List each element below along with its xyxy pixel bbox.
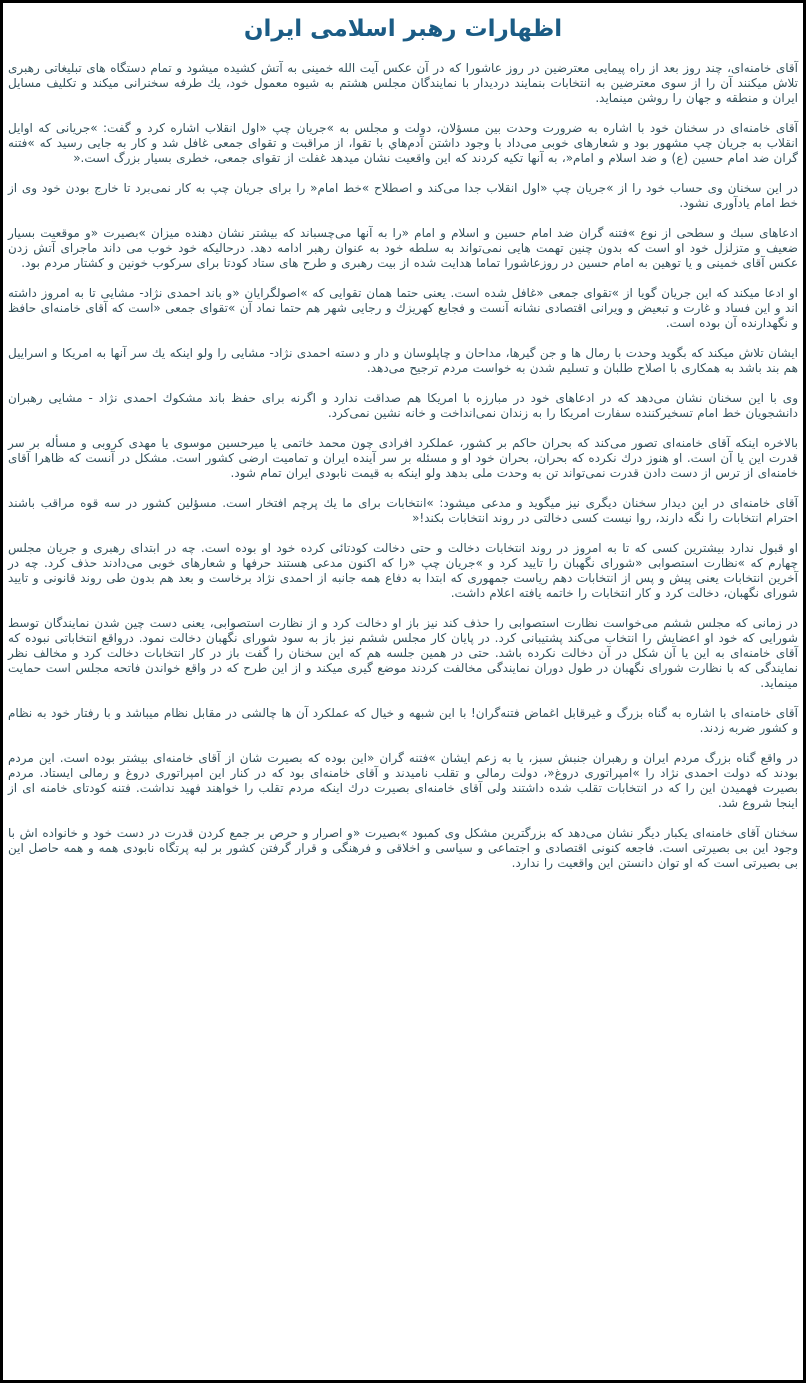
article-paragraph: بالاخره اینکه آقای خامنه‌ای تصور می‌کند که بحران حاکم بر کشور، عملکرد افرادی چون محمد خاتمی یا میرحسین موسوی یا مهدی کروبی و مسأله بر سر قدرت این یا آن است. او هنوز درك نکرده که بحران، بحران خود او و مسئله بر سر آینده ایران و تمامیت ارضی کشور است. مشکل در آنست که ظاهرا آقای خامنه‌ای از ترس از دست دادن قدرت نمی‌تواند تن به وحدت ملی بدهد ولو اینکه به قیمت نابودی ایران تمام شود. bbox=[8, 436, 798, 480]
article-paragraph: وی با این سخنان نشان می‌دهد که در ادعاهای خود در مبارزه با امریکا هم صداقت ندارد و اگرنه برای حفظ باند مشکوك احمدی نژاد - مشایی رهبران دانشجویان خط امام تسخیرکننده سفارت امریکا را به زندان نمی‌انداخت و خانه نشین نمی‌کرد. bbox=[8, 391, 798, 420]
article-paragraph: در واقع گناه بزرگ مردم ایران و رهبران جنبش سبز، یا به زعم ایشان »فتنه گران «این بوده که بصیرت شان از آقای خامنه‌ای بیشتر بوده است. این مردم بودند که دولت احمدی نژاد را »امپراتوری دروغ«، دولت رمالی و تقلب نامیدند و آقای خامنه‌ای بود که در کنار این امپراتوری دروغ و رمالی ایستاد. مردم بصیرت فهمیدن این را که در انتخابات تقلب شده داشتند ولی آقای خامنه‌ای بصیرت درك اینکه مردم تقلب را خواهند فهید نداشت. فتنه کودتای خامنه ای از اینجا شروع شد. bbox=[8, 751, 798, 810]
article-paragraph: آقای خامنه‌ای با اشاره به گناه بزرگ و غیرقابل اغماض فتنه‌گران! با این شبهه و خیال که عملکرد آن ها چالشی در مقابل نظام میباشد و با رفتار خود به نظام و کشور ضربه زدند. bbox=[8, 706, 798, 735]
article-paragraph: او ادعا میکند که این جریان گویا از »تقوای جمعی «غافل شده است. یعنی حتما همان تقوایی که »اصولگرایان «و باند احمدی نژاد- مشایی تا به امروز داشته اند و این فساد و غارت و تبعیض و ویرانی اقتصادی نشانه آنست و فجایع کهریزك و رجایی شهر هم حتما نماد آن »تقوای جمعی «است که آقای خامنه‌ای حافظ و نگهدارنده آن بوده است. bbox=[8, 286, 798, 330]
article-paragraph: آقای خامنه‌ای، چند روز بعد از راه پیمایی معترضین در روز عاشورا که در آن عکس آیت الله خمینی به آتش کشیده میشود و تمام دستگاه های تبلیغاتی رهبری تلاش میکنند آن را از سوی معترضین به انتخابات بنمایند دردیدار با نمایندگان مجلس هشتم به شیوه معمول خود، یك طرفه سخنرانی میکند و تکلیف مسایل ایران و منطقه و جهان را روشن مینماید. bbox=[8, 61, 798, 105]
article-paragraph: در زمانی که مجلس ششم می‌خواست نظارت استصوابی را حذف کند نیز باز او دخالت کرد و از نظارت استصوابی، یعنی دست چین شدن نمایندگان توسط شورایی که خود او اعضایش را انتخاب می‌کند پشتیبانی کرد. در پایان کار مجلس ششم نیز باز به سود شورای نگهبان دخالت نمود. درواقع انتخاباتی نبوده که آقای خامنه‌ای به این یا آن شکل در آن دخالت نکرده باشد. حتی در همین جلسه هم که این سخنان را گفت باز در کار انتخابات دخالت کرد و مخالف نظر نمایندگی که با نظارت شورای نگهبان در طول دوران نمایندگی مخالفت کردند موضع گیری میکند و از این طرح که در واقع خواندن فاتحه مجلس است حمایت مینماید. bbox=[8, 616, 798, 690]
article-paragraph: آقای خامنه‌ای در سخنان خود با اشاره به ضرورت وحدت بین مسؤلان، دولت و مجلس به »جریان چپ «اول انقلاب اشاره کرد و گفت: »جریانی که اوایل انقلاب به جریان چپ مشهور بود و شعارهای خوبی می‌داد با وجود داشتن آدم‌هاي با تقوا، از مراقبت و تقوای جمعی غافل شد و کار به جایی رسید که »فتنه گران ضد امام حسین (ع) و ضد اسلام و امام«، به آنها تکیه کردند که این واقعیت نشان میدهد غفلت از تقوای جمعی، خطری بسیار بزرگ است.« bbox=[8, 121, 798, 165]
article-paragraph: سخنان آقای خامنه‌ای یکبار دیگر نشان می‌دهد که بزرگترین مشکل وی کمبود »بصیرت «و اصرار و حرص بر جمع کردن قدرت در دست خود و خانواده اش با وجود این بی بصیرتی است. فاجعه کنونی اقتصادی و اجتماعی و سیاسی و اخلاقی و فرهنگی و قرار گرفتن کشور بر لبه پرتگاه نابودی همه و همه حاصل این بی بصیرتی است که او توان دانستن این واقعیت را ندارد. bbox=[8, 826, 798, 870]
page-title: اظهارات رهبر اسلامی ایران bbox=[243, 16, 563, 42]
article-paragraph: ایشان تلاش میکند که بگوید وحدت با رمال ها و جن گیرها، مداحان و چاپلوسان و دار و دسته احمدی نژاد- مشایی را ولو اینکه یك سر آنها به امریکا و اسراییل هم بند باشد به همکاری با اصلاح طلبان و تسلیم شدن به خواست مردم ترجیح می‌دهد. bbox=[8, 346, 798, 375]
article-paragraph: آقای خامنه‌ای در این دیدار سخنان دیگری نیز میگوید و مدعی میشود: »انتخابات برای ما یك پرچم افتخار است. مسؤلین کشور در سه قوه مراقب باشند احترام انتخابات را نگه دارند، روا نیست کسی دخالتی در روند انتخابات بکند!« bbox=[8, 496, 798, 525]
article-paragraph: در این سخنان وی حساب خود را از »جریان چپ «اول انقلاب جدا می‌کند و اصطلاح »خط امام« را برای جریان چپ به کار نمی‌برد تا خارج بودن خود وی از خط امام یادآوری نشود. bbox=[8, 181, 798, 210]
article-paragraph: او قبول ندارد بیشترین کسی که تا به امروز در روند انتخابات دخالت و حتی دخالت کودتائی کرده خود او بوده است. چه در ابتدای رهبری و جریان مجلس چهارم که »نظارت استصوابی «شورای نگهبان را تایید کرد و »جریان چپ «را که اکنون مدعی هستند حرفها و شعارهای خوبی می‌دادند حذف کرد. چه در آخرین انتخابات یعنی پیش و پس از انتخابات دهم ریاست جمهوری که ابتدا به دفاع همه جانبه از احمدی نژاد برخاست و بعد هم بدون طی روند قانونی و تایید شورای نگهبان، دخالت کرد و کار انتخابات را خاتمه یافته اعلام داشت. bbox=[8, 541, 798, 600]
article-paragraph: ادعاهای سبك و سطحی از نوع »فتنه گران ضد امام حسین و اسلام و امام «را به آنها می‌چسباند که بیشتر نشان دهنده میزان »بصیرت «و موقعیت بسیار ضعیف و متزلزل خود او است که بدون چنین تهمت هایی نمی‌تواند به سلطه خود به عنوان رهبر ادامه دهد. درحالیکه خود خوب می داند ماجرای آتش زدن عکس آقای خمینی و یا توهین به امام حسین در روزعاشورا تماما هدایت شده از بیت رهبری و طرح های ستاد کودتا برای سرکوب خونین و کشتار مردم بود. bbox=[8, 226, 798, 270]
article-body bbox=[8, 61, 798, 871]
